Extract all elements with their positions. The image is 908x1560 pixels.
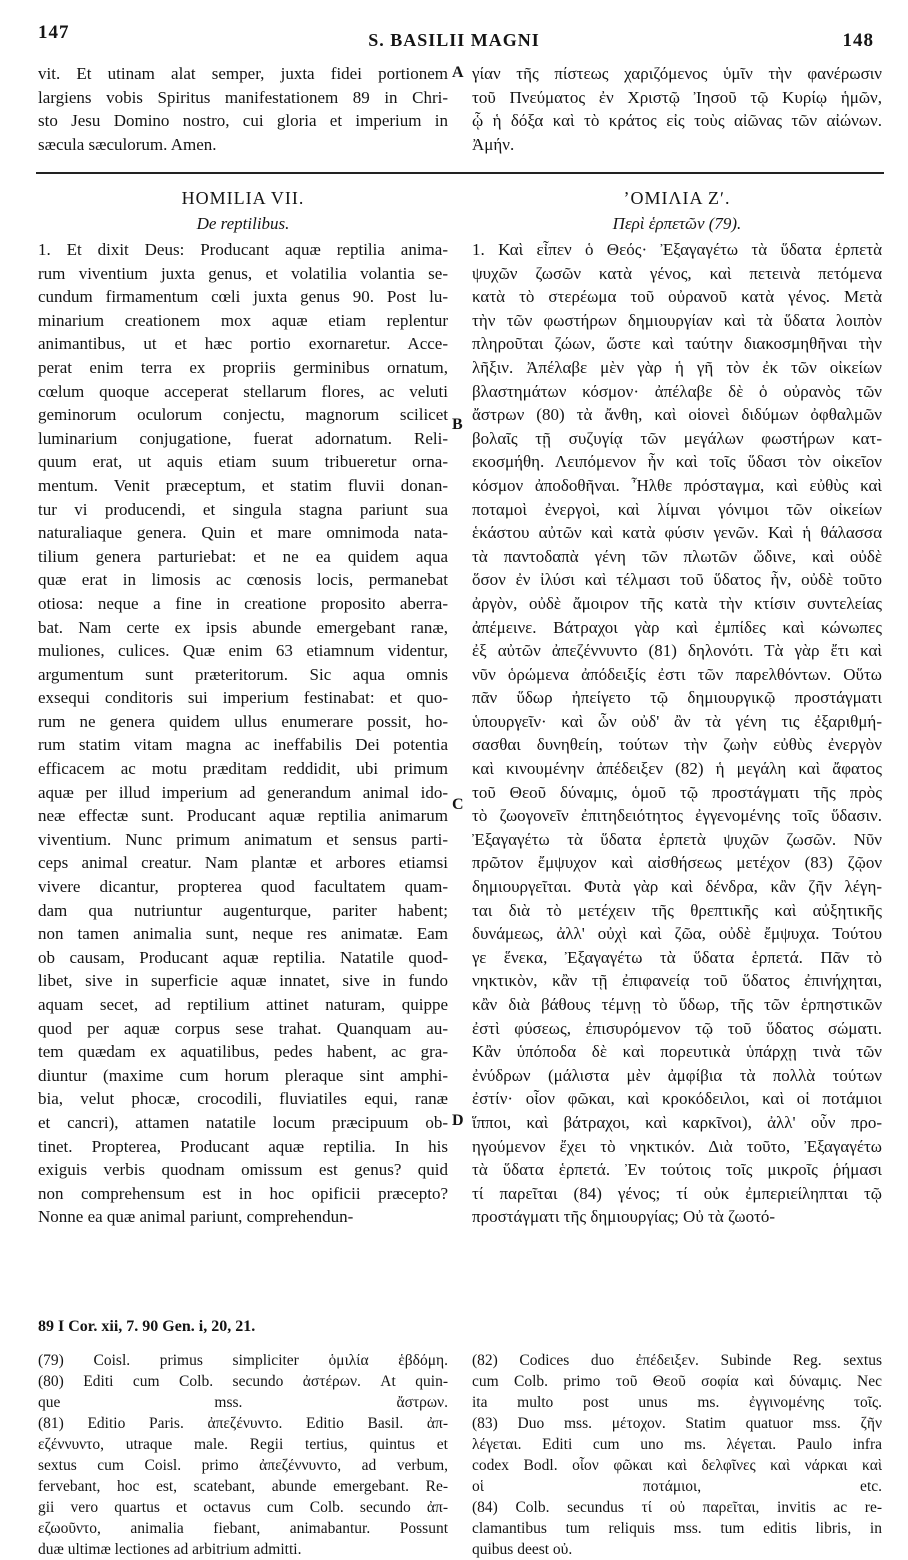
text-line: argumentum sunt præteritorum. Sic aqua omnis	[38, 664, 448, 684]
text-line: Ἀμήν.	[472, 134, 515, 154]
text-line: κατὰ τὸ στερέωμα τοῦ οὐρανοῦ κατὰ γένος. Μετὰ	[472, 287, 882, 307]
text-line: βολαῖς τῇ συζυγίᾳ τῶν μεγάλων φωστήρων κατ-	[472, 428, 882, 448]
text-line: δυνάμεως, ἀλλ' οὐχὶ καὶ ζῶα, οὐδὲ ἔμψυχα. Τούτου	[472, 924, 882, 944]
margin-mark-a: A	[452, 64, 464, 81]
footnote-line: (80) Editi cum Colb. secundo ἀστέρων. At quin-	[38, 1373, 448, 1390]
latin-subtitle: De reptilibus.	[196, 214, 290, 233]
text-line: Κἂν ὑπόποδα δὲ καὶ πορευτικὰ ὑπάρχῃ τινὰ τῶν	[472, 1042, 882, 1062]
text-line: animantibus, ut et hæc portio exornaretur. Acce-	[38, 334, 448, 354]
text-line: aquæ per illud imperium ad generandum animal ido-	[38, 782, 448, 802]
latin-body	[38, 238, 448, 1229]
text-line: ται διὰ τὸ μετέχειν τῆς θρεπτικῆς καὶ αὐξητικῆς	[472, 900, 882, 920]
text-line: καὶ κινουμένην ἀπέδειξεν (82) ἡ μεγάλη καὶ ἄφατος	[472, 759, 882, 779]
footnotes-left	[38, 1350, 448, 1560]
latin-heading	[38, 184, 448, 236]
text-line: ceps animal creatur. Nam plantæ et arbores etiamsi	[38, 853, 448, 873]
footnote-line: εζέννυντο, utraque male. Regii tertius, quintus et	[38, 1436, 448, 1453]
text-line: tem quædam ex aquatilibus, pedes habent, ac gra-	[38, 1042, 448, 1062]
margin-mark-b: B	[452, 416, 463, 433]
text-line: aquam secet, ad reptilium attinet naturam, quippe	[38, 995, 448, 1014]
text-line: et cancri), attamen natatile locum præcipuum ob-	[38, 1112, 448, 1132]
text-line: otiosa: neque a fine in creatione proposito aberra-	[38, 593, 448, 613]
text-line: ἐνύδρων (μάλιστα μὲν ἀμφίβια τὰ πολλὰ τούτων	[472, 1065, 882, 1085]
footnote-line: quibus deest οὐ.	[472, 1541, 573, 1558]
text-line: ὅσον ἐν ἰλύσι καὶ τέλμασι τοῦ ὕδατος ἦν, οὐδὲ τοῦτο	[472, 570, 882, 590]
text-line: προστάγματι τῆς δημιουργίας; Οὐ τὰ ζωοτό-	[472, 1207, 776, 1227]
footnote-line: λέγεται. Editi cum uno ms. λέγεται. Paulo infra	[472, 1436, 882, 1453]
text-line: ἄστρων (80) τὰ ἄνθη, καὶ οἱονεὶ διδύμων ὀφθαλμῶν	[472, 405, 882, 425]
page-number-left: 147	[38, 22, 70, 43]
footnote-line: ita multo post unus ms. ἐγγινομένης τοῖς.	[472, 1394, 882, 1411]
text-line: naturaliaque genera. Quin et mare omnimoda nata-	[38, 523, 448, 543]
footnote-line: (82) Codices duo ἐπέδειξεν. Subinde Reg. sextus	[472, 1352, 882, 1369]
text-line: Nonne ea quæ animal pariunt, comprehendun-	[38, 1207, 354, 1227]
text-line: ἀργὸν, οὐδὲ ἄμοιρον τῆς κατὰ τὴν κτίσιν συντελείας	[472, 593, 882, 613]
text-line: cœlum quoque acceperat stellarum flores, ac veluti	[38, 381, 448, 401]
text-line: muliones, culices. Quæ enim 63 etiamnum videntur,	[38, 641, 448, 661]
text-line: vivere dicantur, propterea quod facultatem quam-	[38, 877, 448, 897]
text-line: τὴν τῶν φωστήρων δημιουργίαν καὶ τὰ ὕδατα λοιπὸν	[472, 310, 882, 330]
text-line: minarium creationem mox aquæ etiam replentur	[38, 310, 448, 330]
text-line: γε ἕνεκα, Ἐξαγαγέτω τὰ ὕδατα ἑρπετά. Πᾶν τὸ	[472, 947, 882, 967]
text-line: ηγούμενον ἔχει τὸ νηκτικόν. Διὰ τοῦτο, Ἐξαγαγέτω	[472, 1136, 882, 1156]
text-line: ὑπουργεῖν· καὶ ὧν οὐδ' ἂν τὰ γένη τις ἐξαριθμή-	[472, 711, 882, 731]
text-line: ἀπέμεινε. Βάτραχοι γὰρ καὶ ἐμπίδες καὶ κώνωπες	[472, 617, 882, 637]
text-line: vit. Et utinam alat semper, juxta fidei portionem	[38, 64, 448, 83]
footnote-line: duæ ultimæ lectiones ad arbitrium admitti.	[38, 1541, 302, 1558]
text-line: tilium genera parturiebat: et ne ea quidem aqua	[38, 546, 448, 566]
text-line: εκοσμήθη. Λειπόμενον ἦν καὶ τοῖς ὕδασι τὸν οἰκεῖον	[472, 452, 882, 472]
footnote-line: sextus cum Coisl. primo ἀπεζέννυντο, ad verbum,	[38, 1457, 448, 1474]
text-line: diuntur (maxime cum horum pleraque sint amphi-	[38, 1065, 448, 1085]
greek-body	[472, 238, 882, 1229]
page-number-right: 148	[842, 30, 874, 51]
text-line: ἵπποι, καὶ βάτραχοι, καὶ καρκῖνοι), ἀλλ' οὖν προ-	[472, 1112, 882, 1132]
margin-mark-d: D	[452, 1112, 464, 1129]
text-line: ἐστὶ φύσεως, ἐπισυρόμενον τῷ τοῦ ὕδατος σώματι.	[472, 1018, 882, 1038]
footnote-line: fervebant, hoc est, scatebant, abunde emergebant. Re-	[38, 1478, 448, 1495]
text-line: τί παρεῖται (84) γένος; τί οὐκ ἐμπεριείληπται τῷ	[472, 1183, 882, 1203]
greek-subtitle: Περὶ ἑρπετῶν (79).	[612, 214, 742, 233]
text-line: νηκτικὸν, κἂν τῇ ἐπιφανείᾳ τοῦ ὕδατος ἐπινήχηται,	[472, 971, 882, 991]
text-line: sæcula sæculorum. Amen.	[38, 134, 217, 154]
text-line: largiens vobis Spiritus manifestationem 89 in Chri-	[38, 87, 448, 107]
text-line: rum ne genera quidem ullus enumerare possit, ho-	[38, 711, 448, 731]
text-line: exiguis verbis quodnam omissum est genus? quid	[38, 1160, 448, 1180]
text-line: tur vi producendi, et singula stagna pariunt sua	[38, 499, 448, 519]
footnote-line: οἱ ποτάμιοι, etc.	[472, 1478, 882, 1495]
text-line: ἑκάστου αὐτῶν καὶ κατὰ φύσιν γενῶν. Καὶ ἡ θάλασσα	[472, 523, 882, 543]
footnote-line: (83) Duo mss. μέτοχον. Statim quatuor mss. ζῆν	[472, 1415, 882, 1432]
text-line: mentum. Venit præceptum, et statim fluvii donan-	[38, 475, 448, 495]
text-line: βλαστημάτων κόσμον· ἀπέλαβε δὲ ὁ οὐρανὸς τῶν	[472, 381, 882, 401]
text-line: κόσμον ἀποδοθῆναι. Ἦλθε πρόσταγμα, καὶ εὐθὺς καὶ	[472, 475, 882, 495]
text-line: κἂν διὰ βάθους τέμνῃ τὸ ὕδωρ, τῆς τῶν ἑρπηστικῶν	[472, 995, 882, 1014]
header-rule	[36, 172, 884, 174]
text-line: luminarium conjugatione, fuerat adornatum. Reli-	[38, 428, 448, 448]
text-line: πρῶτον ἔμψυχον καὶ αἰσθήσεως μετέχον (83) ζῷον	[472, 853, 882, 873]
text-line: neæ effectæ sunt. Producant aquæ reptilia animarum	[38, 806, 448, 826]
top-latin-text	[38, 62, 448, 156]
text-line: bat. Nam certe ex ipsis abunde emergebant ranæ,	[38, 617, 448, 637]
greek-title: ʼΟΜΙΛΙΑ Ζʹ.	[623, 188, 731, 208]
text-line: ᾧ ἡ δόξα καὶ τὸ κράτος εἰς τοὺς αἰῶνας τῶν αἰώνων.	[472, 111, 882, 131]
text-line: τοῦ Πνεύματος ἐν Χριστῷ Ἰησοῦ τῷ Κυρίῳ ἡμῶν,	[472, 87, 882, 107]
text-line: non comprehensum est in hoc opificii præcepto?	[38, 1183, 448, 1203]
text-line: τοῦ Θεοῦ δύναμις, ὁμοῦ τῷ προστάγματι τῆς πρὸς	[472, 782, 882, 802]
footnote-line: (81) Editio Paris. ἀπεζένυντο. Editio Basil. ἀπ-	[38, 1415, 448, 1432]
text-line: tinet. Propterea, Producant aquæ reptilia. In his	[38, 1136, 448, 1156]
text-line: λῆξιν. Ἀπέλαβε μὲν γὰρ ἡ γῆ τὸν ἐκ τῶν οἰκείων	[472, 357, 882, 377]
text-line: ἐστίν· οἷον φῶκαι, καὶ κροκόδειλοι, καὶ οἱ ποτάμιοι	[472, 1089, 882, 1109]
text-line: ἐξ αὐτῶν ἀπεζέννυντο (81) δηλονότι. Τὰ γὰρ ἔτι καὶ	[472, 641, 882, 661]
text-line: quum erat, ut aquis etiam suum tribueretur orna-	[38, 452, 448, 472]
top-greek-text	[472, 62, 882, 156]
text-line: libet, sive in superficie aquæ innatet, sive in fundo	[38, 971, 448, 991]
scripture-references: 89 I Cor. xii, 7. 90 Gen. i, 20, 21.	[38, 1318, 256, 1335]
text-line: Ἐξαγαγέτω τὰ ὕδατα ἑρπετὰ ψυχῶν ζωσῶν. Νῦν	[472, 829, 882, 849]
footnote-line: codex Bodl. οἷον φῶκαι καὶ δελφῖνες καὶ νάρκαι καὶ	[472, 1457, 882, 1474]
text-line: cundum firmamentum cœli juxta genus 90. Post lu-	[38, 287, 448, 307]
footnote-line: (84) Colb. secundus τί οὐ παρεῖται, invitis ac re-	[472, 1499, 882, 1516]
footnote-line: εζωοῦντο, animalia fiebant, animabantur. Possunt	[38, 1520, 448, 1537]
text-line: τὰ παντοδαπὰ γένη τῶν πλωτῶν ὤδινε, καὶ οὐδὲ	[472, 546, 882, 566]
footnote-line: clamantibus tum reliquis mss. tum editis libris, in	[472, 1520, 882, 1537]
text-line: σασθαι δυνηθείη, τούτων τὴν ζωὴν εὐθὺς ἐνεργὸν	[472, 735, 882, 755]
text-line: viventium. Nunc primum animatum et sensus parti-	[38, 829, 448, 849]
greek-heading	[472, 184, 882, 236]
text-line: non tamen animalia sunt, neque res animatæ. Eam	[38, 924, 448, 944]
latin-title: HOMILIA VII.	[181, 188, 305, 208]
text-line: exsequi conditoris sui imperium festinabat: et quo-	[38, 688, 448, 708]
footnote-line: cum Colb. primo τοῦ Θεοῦ σοφία καὶ δύναμις. Nec	[472, 1373, 882, 1390]
text-line: 1. Καὶ εἶπεν ὁ Θεός· Ἐξαγαγέτω τὰ ὕδατα ἑρπετὰ	[472, 240, 882, 259]
text-line: rum statim vitam magna ac ineffabilis Dei potentia	[38, 735, 448, 755]
text-line: δημιουργεῖται. Φυτὰ γὰρ καὶ δένδρα, κἂν ζῆν λέγη-	[472, 877, 882, 897]
text-line: νῦν ὁρώμενα ἀπόδειξίς ἐστι τῶν παρελθόντων. Οὕτω	[472, 664, 882, 684]
text-line: quæ erat in limosis ac cœnosis locis, permanebat	[38, 570, 448, 590]
text-line: ob causam, Producant aquæ reptilia. Natatile quod-	[38, 947, 448, 967]
text-line: τὸ ζωογονεῖν ἐπιτηδειότητος ἐγγενομένης τοῖς ὕδασιν.	[472, 806, 882, 826]
text-line: geminorum oculorum conjectu, magnorum scilicet	[38, 405, 448, 425]
text-line: perat enim terra ex propriis germinibus ornatum,	[38, 357, 448, 377]
text-line: sto Jesu Domino nostro, cui gloria et imperium in	[38, 111, 448, 131]
text-line: τὰ ὕδατα ἑρπετά. Ἐν τούτοις τοῖς μικροῖς ῥήμασι	[472, 1160, 882, 1180]
text-line: bia, velut phocæ, crocodili, fluviatiles equi, ranæ	[38, 1089, 448, 1109]
footnote-line: que mss. ἄστρων.	[38, 1394, 448, 1411]
margin-mark-c: C	[452, 796, 464, 813]
text-line: efficacem ac motu præditam reddidit, ubi primum	[38, 759, 448, 779]
text-line: ποταμοὶ ἐνεργοὶ, καὶ λίμναι γόνιμοι τῶν οἰκείων	[472, 499, 882, 519]
text-line: ψυχῶν ζωσῶν κατὰ γένος, καὶ πετεινὰ πετόμενα	[472, 263, 882, 283]
running-head: S. BASILII MAGNI	[368, 30, 540, 50]
text-line: πᾶν ὕδωρ ἠπείγετο τῷ δημιουργικῷ προστάγματι	[472, 688, 882, 708]
text-line: dam qua nutriuntur augenturque, pariter habent;	[38, 900, 448, 920]
text-line: 1. Et dixit Deus: Producant aquæ reptilia anima-	[38, 240, 448, 259]
text-line: πληροῦται ζώων, ὥστε καὶ ταύτην διακοσμηθῆναι τὴν	[472, 334, 882, 354]
text-line: rum viventium juxta genus, et volatilia volantia se-	[38, 263, 448, 283]
text-line: quod per aquæ corpus sese trahat. Quanquam au-	[38, 1018, 448, 1038]
text-line: γίαν τῆς πίστεως χαριζόμενος ὑμῖν τὴν φανέρωσιν	[472, 64, 882, 83]
footnote-line: (79) Coisl. primus simpliciter ὁμιλία ἑβδόμη.	[38, 1352, 448, 1369]
footnotes-right	[472, 1350, 882, 1560]
footnote-line: gii vero quartus et octavus cum Colb. secundo ἀπ-	[38, 1499, 448, 1516]
